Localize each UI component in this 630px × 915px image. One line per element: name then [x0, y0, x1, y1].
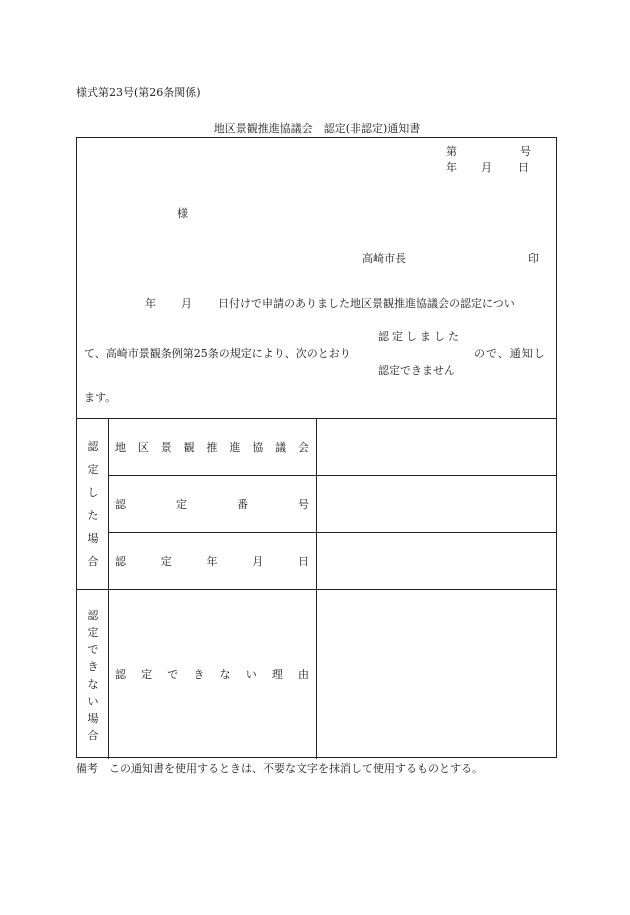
body-line1: 日付けで申請のありました地区景観推進協議会の認定につい [218, 297, 515, 310]
seal-mark: 印 [528, 252, 539, 265]
denied-section-label: 認 定 で き な い 場 合 [87, 609, 99, 742]
approval-date-label: 認 定 年 月 日 [115, 555, 309, 568]
choice-approved: 認定しました [378, 330, 462, 343]
date-year: 年 [446, 161, 457, 174]
date-month: 月 [481, 161, 492, 174]
form-id: 様式第23号(第26条関係) [76, 86, 201, 99]
body-year: 年 [145, 297, 156, 310]
number-suffix: 号 [520, 145, 531, 158]
date-day: 日 [518, 161, 529, 174]
approval-number-label: 認 定 番 号 [115, 498, 309, 511]
denial-reason-label: 認 定 で き な い 理 由 [115, 668, 309, 681]
issuer: 高崎市長 [362, 252, 406, 265]
approved-section-label: 認 定 し た 場 合 [87, 440, 99, 568]
notice-form-box [76, 137, 557, 758]
body-line3: ます。 [84, 391, 117, 404]
council-name-label: 地 区 景 観 推 進 協 議 会 [115, 441, 309, 454]
body-line2-end: ので、通知し [474, 347, 546, 360]
choice-denied: 認定できません [378, 364, 455, 377]
document-title: 地区景観推進協議会 認定(非認定)通知書 [213, 122, 421, 135]
footnote: 備考 この通知書を使用するときは、不要な文字を抹消して使用するものとする。 [76, 762, 483, 775]
body-line2: て、高崎市景観条例第25条の規定により、次のとおり [84, 347, 351, 360]
addressee-suffix: 様 [177, 207, 188, 220]
number-prefix: 第 [446, 145, 457, 158]
body-month: 月 [181, 297, 192, 310]
